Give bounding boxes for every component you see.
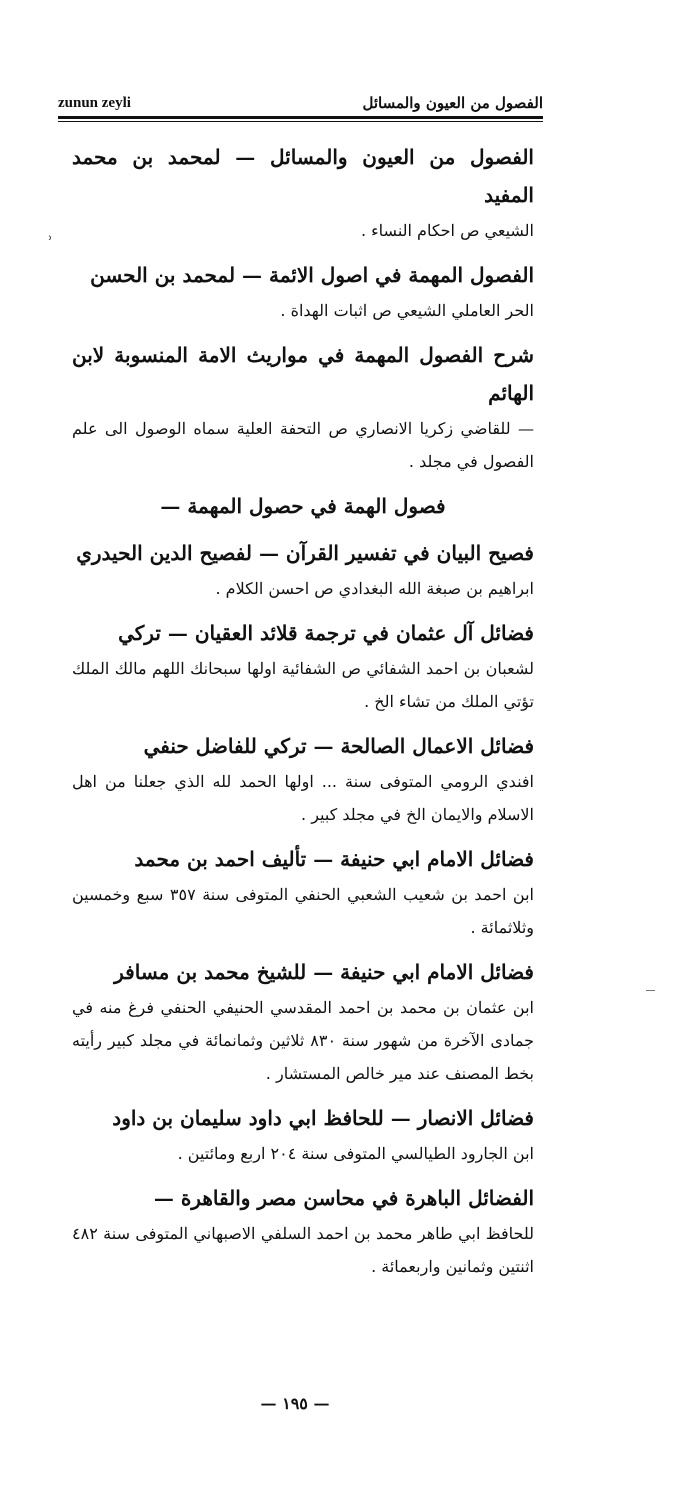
entry-heading: فصيح البيان في تفسير القرآن — لفصيح الدين الحيدري <box>76 541 534 565</box>
entry-body: افندي الرومي المتوفى سنة ... اولها الحمد لله الذي جعلنا من اهل الاسلام والايمان الخ في مجلد كبير . <box>72 772 534 824</box>
entry <box>72 487 534 525</box>
entry-heading: الفصول المهمة في اصول الائمة — لمحمد بن الحسن <box>90 263 534 287</box>
entry-heading: فضائل الاعمال الصالحة — تركي للفاضل حنفي <box>143 734 534 758</box>
entries-list <box>72 138 534 1283</box>
entry <box>72 138 534 247</box>
entry <box>72 840 534 944</box>
entry-heading: الفضائل الباهرة في محاسن مصر والقاهرة — <box>153 1186 534 1210</box>
header-rule-thin <box>58 121 543 122</box>
entry-body: ابراهيم بن صبغة الله البغدادي ص احسن الكلام . <box>215 579 534 598</box>
entry <box>72 256 534 327</box>
entry-body: الشيعي ص احكام النساء . <box>360 221 534 240</box>
entry <box>72 727 534 831</box>
entry-body: ابن احمد بن شعيب الشعبي الحنفي المتوفى سنة ٣٥٧ سبع وخمسين وثلاثمائة . <box>72 885 534 937</box>
margin-mark: ʾ <box>48 233 53 252</box>
entry-heading: شرح الفصول المهمة في مواريث الامة المنسوبة لابن الهائم <box>72 343 534 405</box>
entry-heading: فصول الهمة في حصول المهمة — <box>160 494 446 518</box>
entry <box>72 534 534 605</box>
header-right-title: الفصول من العيون والمسائل <box>362 94 543 112</box>
entry <box>72 614 534 718</box>
entry-body: ابن عثمان بن محمد بن احمد المقدسي الحنيفي الحنفي فرغ منه في جمادى الآخرة من شهور سنة ٨٣٠ ثلاثين وثمانمائة في مجلد كبير رأيته بخط المصنف عند مير خالص المستشار . <box>72 998 534 1083</box>
entry-heading: فضائل الامام ابي حنيفة — للشيخ محمد بن مسافر <box>114 960 534 984</box>
entry-heading: فضائل آل عثمان في ترجمة قلائد العقيان — تركي <box>118 621 534 645</box>
entry-heading: فضائل الانصار — للحافظ ابي داود سليمان بن داود <box>112 1106 534 1130</box>
entry-heading: الفصول من العيون والمسائل — لمحمد بن محمد المفيد <box>72 145 534 207</box>
entry <box>72 1099 534 1170</box>
header-rule-thick <box>58 116 543 119</box>
running-header <box>58 86 543 112</box>
margin-dash <box>646 990 655 991</box>
entry-body: للحافظ ابي طاهر محمد بن احمد السلفي الاصبهاني المتوفى سنة ٤٨٢ اثنتين وثمانين واربعمائة . <box>72 1224 534 1276</box>
header-left-text: zunun zeyli <box>58 95 131 111</box>
entry-body: — للقاضي زكريا الانصاري ص التحفة العلية سماه الوصول الى علم الفصول في مجلد . <box>72 419 534 471</box>
entry <box>72 336 534 478</box>
entry <box>72 1179 534 1283</box>
entry-body: لشعبان بن احمد الشفائي ص الشفائية اولها سبحانك اللهم مالك الملك تؤتي الملك من تشاء الخ . <box>72 659 534 711</box>
entry-body: ابن الجارود الطيالسي المتوفى سنة ٢٠٤ اربع ومائتين . <box>177 1144 534 1163</box>
entry-heading: فضائل الامام ابي حنيفة — تأليف احمد بن محمد <box>134 847 534 871</box>
entry <box>72 953 534 1090</box>
entry-body: الحر العاملي الشيعي ص اثبات الهداة . <box>280 301 534 320</box>
page-number: — ١٩٥ — <box>260 1394 330 1413</box>
